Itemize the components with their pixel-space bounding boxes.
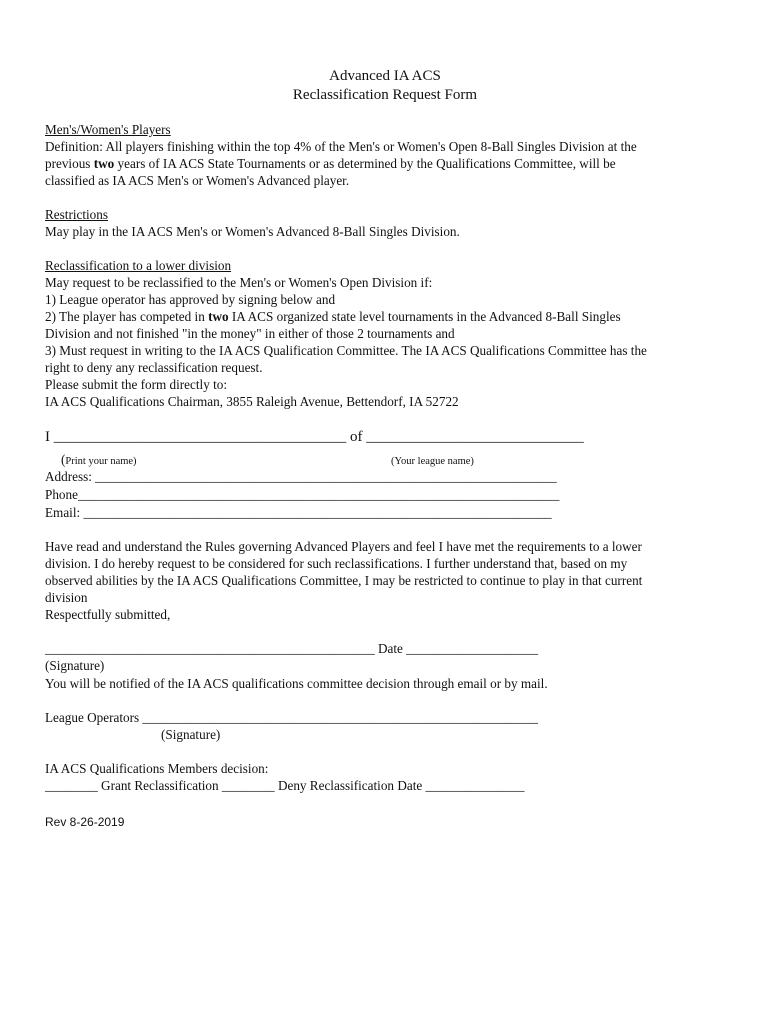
- caption-paren: (: [61, 452, 66, 467]
- reclassification-text: IA ACS organized state level tournaments in the Advanced 8-Ball Singles: [228, 309, 621, 324]
- statement-line-4: division: [45, 590, 88, 605]
- reclassification-heading: Reclassification to a lower division: [45, 258, 232, 273]
- players-heading: Men's/Women's Players: [45, 122, 171, 137]
- definition-line-3: classified as IA ACS Men's or Women's Advanced player.: [45, 173, 350, 188]
- reclassification-emphasis: two: [208, 309, 229, 324]
- address-field[interactable]: Address: ______________________________________________________________________: [45, 469, 557, 484]
- statement-line-1: Have read and understand the Rules governing Advanced Players and feel I have met the requirements to a lower: [45, 539, 642, 554]
- email-field[interactable]: Email: _______________________________________________________________________: [45, 505, 552, 520]
- league-operators-field[interactable]: League Operators ____________________________________________________________: [45, 710, 539, 725]
- reclassification-line-5: 3) Must request in writing to the IA ACS Qualification Committee. The IA ACS Qualifications Committee has the: [45, 343, 647, 358]
- statement-line-3: observed abilities by the IA ACS Qualifications Committee, I may be restricted to continue to play in that current: [45, 573, 643, 588]
- restrictions-heading: Restrictions: [45, 207, 109, 222]
- definition-line-2: [45, 155, 616, 172]
- phone-field[interactable]: Phone_________________________________________________________________________: [45, 487, 560, 502]
- caption-text: Print your name): [65, 456, 137, 467]
- reclassification-line-4: Division and not finished "in the money" in either of those 2 tournaments and: [45, 326, 455, 341]
- respectfully-submitted: Respectfully submitted,: [45, 607, 171, 622]
- form-subtitle: Reclassification Request Form: [292, 87, 478, 103]
- operators-signature-caption: (Signature): [161, 727, 221, 742]
- decision-field[interactable]: ________ Grant Reclassification ________ Deny Reclassification Date _______________: [45, 778, 525, 793]
- definition-text: years of IA ACS State Tournaments or as determined by the Qualifications Committee, will be: [114, 156, 616, 171]
- submit-instructions: Please submit the form directly to:: [45, 377, 228, 392]
- reclassification-text: 2) The player has competed in: [45, 309, 209, 324]
- reclassification-line-6: right to deny any reclassification request.: [45, 360, 263, 375]
- notification-notice: You will be notified of the IA ACS qualifications committee decision through email or by mail.: [45, 676, 548, 691]
- signature-caption: (Signature): [45, 658, 105, 673]
- statement-line-2: division. I do hereby request to be considered for such reclassifications. I further understand that, based on my: [45, 556, 628, 571]
- reclassification-line-3: [45, 308, 621, 325]
- restrictions-text: May play in the IA ACS Men's or Women's Advanced 8-Ball Singles Division.: [45, 224, 460, 239]
- definition-text: previous: [45, 156, 94, 171]
- definition-emphasis: two: [93, 156, 115, 171]
- reclassification-line-2: 1) League operator has approved by signing below and: [45, 292, 336, 307]
- league-caption: (Your league name): [391, 456, 474, 467]
- mailing-address: IA ACS Qualifications Chairman, 3855 Raleigh Avenue, Bettendorf, IA 52722: [45, 394, 459, 409]
- signature-date-field[interactable]: __________________________________________________ Date ____________________: [45, 641, 539, 656]
- name-league-field[interactable]: I _______________________________________ of _____________________________: [45, 429, 584, 445]
- reclassification-line-1: May request to be reclassified to the Men's or Women's Open Division if:: [45, 275, 433, 290]
- form-title: Advanced IA ACS: [329, 68, 441, 84]
- definition-line-1: Definition: All players finishing within the top 4% of the Men's or Women's Open 8-Ball Singles Division at the: [45, 139, 637, 154]
- revision-date: Rev 8-26-2019: [45, 815, 125, 829]
- decision-heading: IA ACS Qualifications Members decision:: [45, 761, 269, 776]
